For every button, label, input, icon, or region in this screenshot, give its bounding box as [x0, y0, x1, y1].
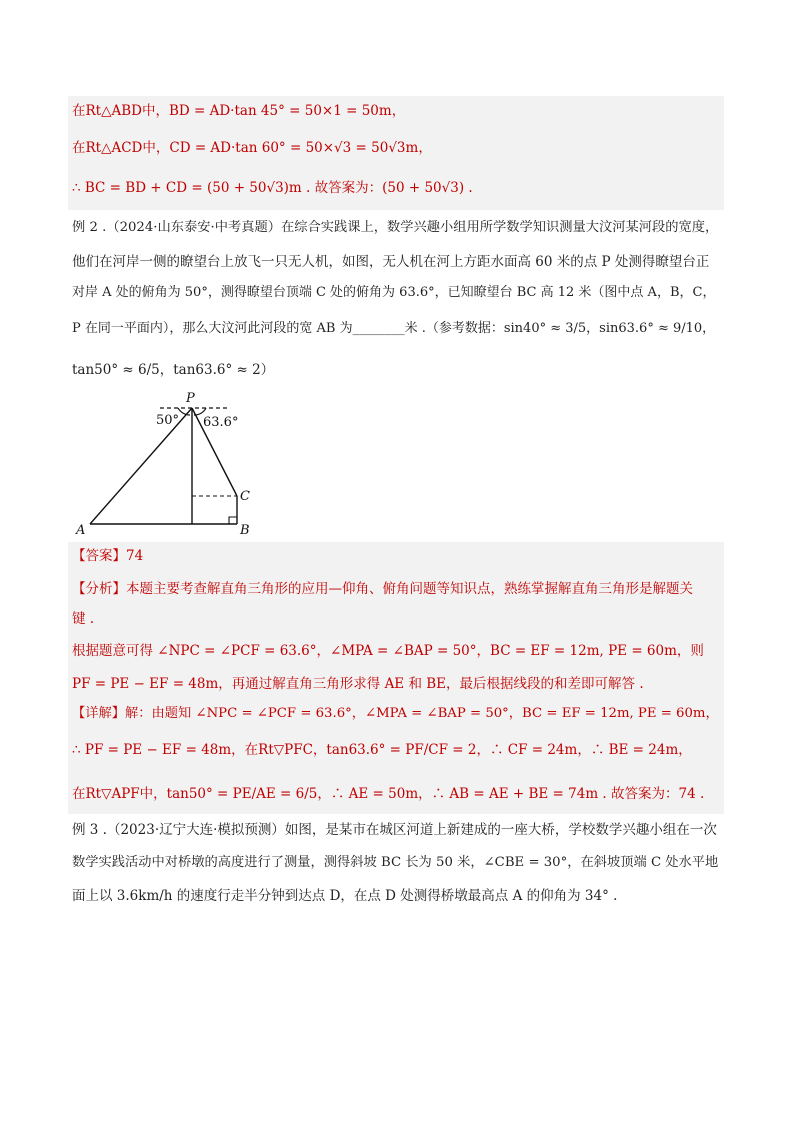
answer-value: 74: [126, 548, 144, 564]
detail-text-1: 解：由题知 ∠NPC = ∠PCF = 63.6°，∠MPA = ∠BAP = 50°，BC = EF = 12m, PE = 60m，: [125, 706, 719, 721]
example3-line-1: 例 3 .（2023·辽宁大连·模拟预测）如图，是某市在城区河道上新建成的一座大桥，学校数学兴趣小组在一次: [72, 822, 717, 838]
label-angle-50: 50°: [156, 413, 180, 428]
example2-line-2: 他们在河岸一侧的瞭望台上放飞一只无人机，如图，无人机在河上方距水面高 60 米的点 P 处测得瞭望台正: [72, 254, 710, 270]
detail-tag: 【详解】: [72, 706, 126, 721]
label-C: C: [240, 489, 250, 504]
detail-line-3: 在Rt▽APF中，tan50° = PE/AE = 6/5，∴ AE = 50m，∴ AB = AE + BE = 74m . 故答案为：74 .: [72, 786, 705, 802]
solution-line-1: 在Rt△ABD中，BD = AD·tan 45° = 50×1 = 50m，: [72, 103, 406, 119]
analysis-line-4: PF = PE − EF = 48m，再通过解直角三角形求得 AE 和 BE，最后根据线段的和差即可解答 .: [72, 676, 644, 692]
example3-line-3: 面上以 3.6km/h 的速度行走半分钟到达点 D，在点 D 处测得桥墩最高点 A 的仰角为 34° .: [72, 888, 618, 904]
example3-line-2: 数学实践活动中对桥墩的高度进行了测量，测得斜坡 BC 长为 50 米，∠CBE = 30°，在斜坡顶端 C 处水平地: [72, 855, 719, 870]
analysis-line-2: 键 .: [72, 611, 95, 627]
label-P: P: [186, 391, 195, 406]
example2-line-4: P 在同一平面内），那么大汶河此河段的宽 AB 为________米 .（参考数据：sin40° ≈ 3/5，sin63.6° ≈ 9/10，: [72, 321, 716, 336]
analysis-line-3: 根据题意可得 ∠NPC = ∠PCF = 63.6°，∠MPA = ∠BAP = 50°，BC = EF = 12m, PE = 60m，则: [72, 643, 704, 659]
analysis-line-1: [72, 579, 693, 599]
solution-line-2: 在Rt△ACD中，CD = AD·tan 60° = 50×√3 = 50√3m，: [72, 140, 432, 156]
answer-tag: 【答案】: [72, 548, 126, 564]
geometry-figure: [72, 386, 272, 542]
example2-line-1: 例 2 .（2024·山东泰安·中考真题）在综合实践课上，数学兴趣小组用所学数学知识测量大汶河某河段的宽度，: [72, 220, 719, 235]
label-A: A: [76, 523, 86, 538]
example2-line-3: 对岸 A 处的俯角为 50°，测得瞭望台顶端 C 处的俯角为 63.6°，已知瞭望台 BC 高 12 米（图中点 A，B，C，: [72, 285, 716, 300]
geometry-figure-svg: [72, 386, 272, 542]
example2-line-5: tan50° ≈ 6/5，tan63.6° ≈ 2）: [72, 362, 275, 378]
label-angle-63-6: 63.6°: [203, 415, 239, 430]
detail-line-2: ∴ PF = PE − EF = 48m，在Rt▽PFC，tan63.6° = PF/CF = 2，∴ CF = 24m，∴ BE = 24m，: [72, 742, 692, 758]
analysis-text-1: 本题主要考查解直角三角形的应用—仰角、俯角问题等知识点，熟练掌握解直角三角形是解题关: [126, 581, 693, 597]
detail-line-1: [72, 704, 719, 724]
analysis-tag: 【分析】: [72, 581, 126, 597]
solution-line-3: ∴ BC = BD + CD = (50 + 50√3)m . 故答案为：(50 + 50√3) .: [72, 180, 473, 196]
answer-line: [72, 546, 143, 566]
right-angle-mark: [229, 517, 237, 524]
label-B: B: [240, 523, 250, 538]
